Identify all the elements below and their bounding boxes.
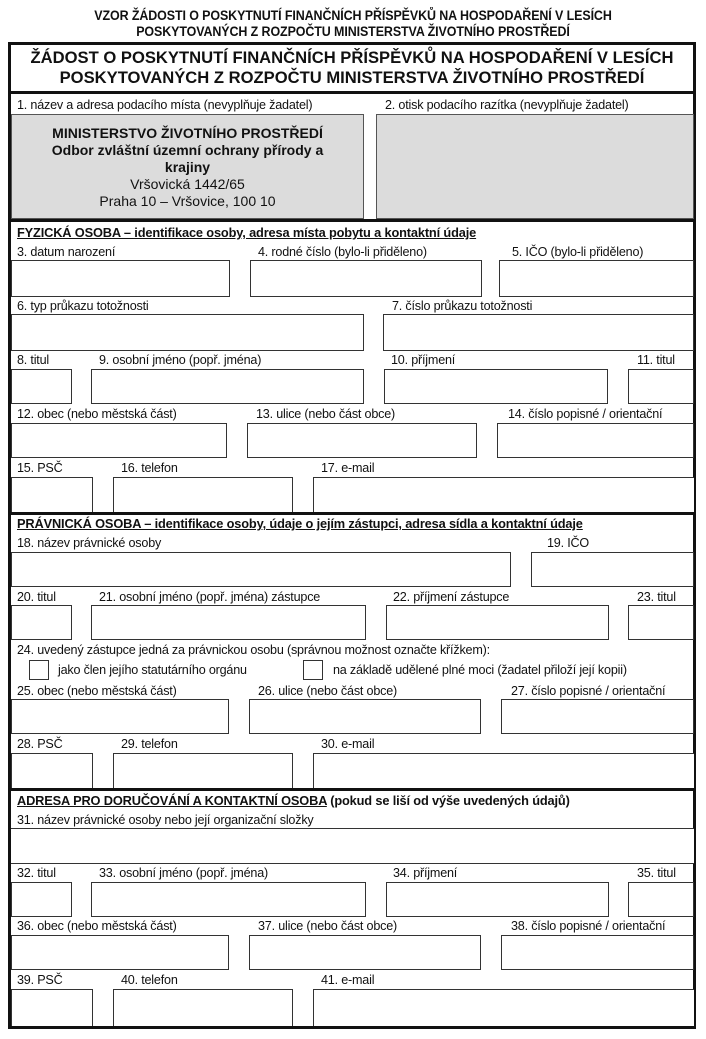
input-legal-street[interactable] [249, 699, 481, 734]
label-field-39: 39. PSČ [17, 973, 63, 987]
label-field-9: 9. osobní jméno (popř. jména) [99, 353, 262, 367]
label-field-14: 14. číslo popisné / orientační [508, 407, 663, 421]
label-field-19: 19. IČO [547, 536, 589, 550]
input-postal-code[interactable] [11, 477, 93, 513]
input-birth-date[interactable] [11, 260, 230, 297]
document-header-line2: POSKYTOVANÝCH Z ROZPOČTU MINISTERSTVA ŽIVOTNÍHO PROSTŘEDÍ [136, 24, 570, 39]
divider [8, 512, 696, 515]
form-title-line1: ŽÁDOST O POSKYTNUTÍ FINANČNÍCH PŘÍSPĚVKŮ NA HOSPODAŘENÍ V LESÍCH [30, 48, 674, 67]
office-dept-line2: krajiny [164, 159, 211, 175]
input-phone[interactable] [113, 477, 293, 513]
input-legal-house-number[interactable] [501, 699, 694, 734]
input-title-after[interactable] [628, 369, 694, 404]
input-delivery-house-number[interactable] [501, 935, 694, 970]
label-field-1: 1. název a adresa podacího místa (nevyplňuje žadatel) [17, 98, 313, 112]
section-heading-legal-person: PRÁVNICKÁ OSOBA – identifikace osoby, údaje o jejím zástupci, adresa sídla a kontaktní údaje [17, 516, 583, 531]
input-ico-natural[interactable] [499, 260, 694, 297]
input-delivery-phone[interactable] [113, 989, 293, 1026]
stamp-box [376, 114, 694, 219]
label-field-22: 22. příjmení zástupce [393, 590, 510, 604]
input-delivery-email[interactable] [313, 989, 694, 1026]
office-city: Praha 10 – Vršovice, 100 10 [99, 193, 276, 209]
input-delivery-org-name[interactable] [11, 828, 694, 864]
input-title-before[interactable] [11, 369, 72, 404]
label-field-35: 35. titul [637, 866, 676, 880]
input-delivery-street[interactable] [249, 935, 481, 970]
input-legal-phone[interactable] [113, 753, 293, 789]
input-rep-surname[interactable] [386, 605, 609, 640]
label-field-10: 10. příjmení [391, 353, 456, 367]
divider [8, 219, 696, 222]
label-field-5: 5. IČO (bylo-li přiděleno) [512, 245, 644, 259]
label-field-38: 38. číslo popisné / orientační [511, 919, 666, 933]
label-field-34: 34. příjmení [393, 866, 458, 880]
label-field-33: 33. osobní jméno (popř. jména) [99, 866, 269, 880]
input-rep-first-name[interactable] [91, 605, 366, 640]
input-legal-postal-code[interactable] [11, 753, 93, 789]
label-field-32: 32. titul [17, 866, 56, 880]
office-street: Vršovická 1442/65 [130, 176, 245, 192]
form-title-line2: POSKYTOVANÝCH Z ROZPOČTU MINISTERSTVA ŽIVOTNÍHO PROSTŘEDÍ [59, 68, 645, 87]
label-field-4: 4. rodné číslo (bylo-li přiděleno) [258, 245, 427, 259]
label-field-15: 15. PSČ [17, 461, 63, 475]
label-field-6: 6. typ průkazu totožnosti [17, 299, 149, 313]
office-name: MINISTERSTVO ŽIVOTNÍHO PROSTŘEDÍ [52, 125, 323, 141]
label-field-30: 30. e-mail [321, 737, 375, 751]
section-heading-delivery: ADRESA PRO DORUČOVÁNÍ A KONTAKTNÍ OSOBA (pokud se liší od výše uvedených údajů) [17, 793, 570, 808]
label-field-7: 7. číslo průkazu totožnosti [392, 299, 533, 313]
label-field-16: 16. telefon [121, 461, 178, 475]
input-delivery-title-after[interactable] [628, 882, 694, 917]
input-municipality[interactable] [11, 423, 227, 458]
label-field-28: 28. PSČ [17, 737, 63, 751]
label-statutory-body: jako člen jejího statutárního orgánu [58, 663, 247, 677]
input-email[interactable] [313, 477, 694, 513]
input-id-number[interactable] [383, 314, 694, 351]
label-field-23: 23. titul [637, 590, 676, 604]
input-rep-title-after[interactable] [628, 605, 694, 640]
input-legal-name[interactable] [11, 552, 511, 587]
checkbox-statutory-body[interactable] [29, 660, 49, 680]
divider [8, 91, 696, 94]
label-field-25: 25. obec (nebo městská část) [17, 684, 177, 698]
label-field-3: 3. datum narození [17, 245, 116, 259]
label-field-2: 2. otisk podacího razítka (nevyplňuje žadatel) [385, 98, 629, 112]
input-legal-municipality[interactable] [11, 699, 229, 734]
input-delivery-title-before[interactable] [11, 882, 72, 917]
input-delivery-postal-code[interactable] [11, 989, 93, 1026]
label-field-18: 18. název právnické osoby [17, 536, 162, 550]
document-header [25, 8, 682, 40]
label-field-20: 20. titul [17, 590, 56, 604]
label-field-26: 26. ulice (nebo část obce) [258, 684, 398, 698]
label-field-37: 37. ulice (nebo část obce) [258, 919, 398, 933]
office-dept-line1: Odbor zvláštní územní ochrany přírody a [51, 142, 324, 158]
input-delivery-first-name[interactable] [91, 882, 366, 917]
label-field-31: 31. název právnické osoby nebo její organizační složky [17, 813, 314, 827]
label-field-40: 40. telefon [121, 973, 178, 987]
label-field-13: 13. ulice (nebo část obce) [256, 407, 396, 421]
form-title [11, 45, 693, 90]
label-field-41: 41. e-mail [321, 973, 375, 987]
checkbox-power-of-attorney[interactable] [303, 660, 323, 680]
input-rep-title-before[interactable] [11, 605, 72, 640]
label-field-11: 11. titul [637, 353, 675, 367]
section-heading-natural-person: FYZICKÁ OSOBA – identifikace osoby, adresa místa pobytu a kontaktní údaje [17, 225, 477, 240]
label-field-36: 36. obec (nebo městská část) [17, 919, 177, 933]
office-address-box [11, 114, 364, 219]
input-legal-email[interactable] [313, 753, 694, 789]
label-power-of-attorney: na základě udělené plné moci (žadatel přiloží její kopii) [333, 663, 627, 677]
label-field-12: 12. obec (nebo městská část) [17, 407, 177, 421]
input-first-name[interactable] [91, 369, 364, 404]
label-field-21: 21. osobní jméno (popř. jména) zástupce [99, 590, 321, 604]
label-field-27: 27. číslo popisné / orientační [511, 684, 666, 698]
label-field-24: 24. uvedený zástupce jedná za právnickou osobu (správnou možnost označte křížkem): [17, 643, 490, 657]
input-ico-legal[interactable] [531, 552, 694, 587]
label-field-29: 29. telefon [121, 737, 178, 751]
label-field-8: 8. titul [17, 353, 49, 367]
divider [8, 788, 696, 791]
input-street[interactable] [247, 423, 477, 458]
input-surname[interactable] [384, 369, 608, 404]
input-id-type[interactable] [11, 314, 364, 351]
label-field-17: 17. e-mail [321, 461, 375, 475]
input-delivery-municipality[interactable] [11, 935, 229, 970]
input-delivery-surname[interactable] [386, 882, 609, 917]
input-birth-number[interactable] [250, 260, 482, 297]
document-header-line1: VZOR ŽÁDOSTI O POSKYTNUTÍ FINANČNÍCH PŘÍSPĚVKŮ NA HOSPODAŘENÍ V LESÍCH [94, 8, 612, 23]
input-house-number[interactable] [497, 423, 694, 458]
